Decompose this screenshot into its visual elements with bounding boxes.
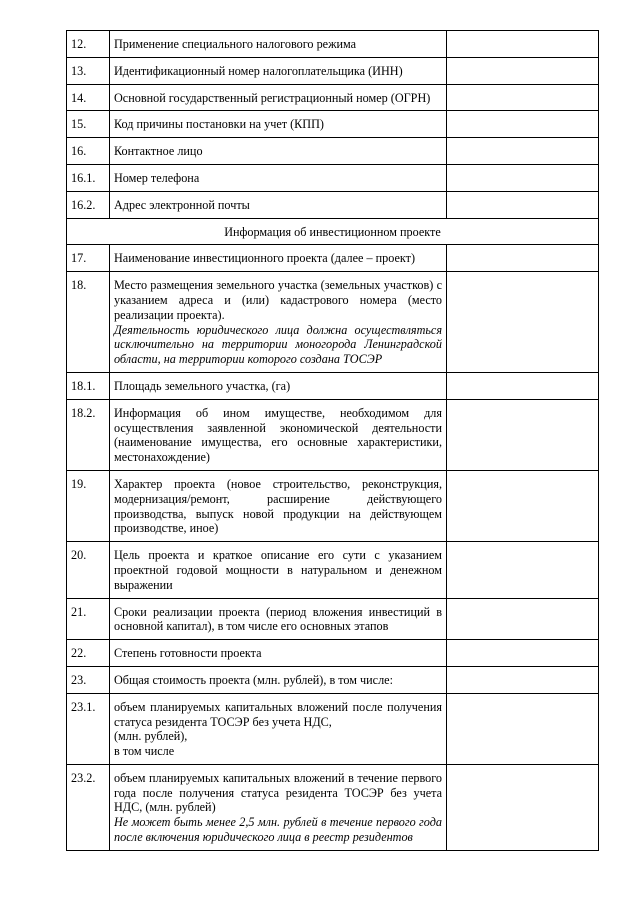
row-number: 16.1. (67, 164, 110, 191)
row-number: 23. (67, 666, 110, 693)
row-number: 17. (67, 245, 110, 272)
row-value-cell[interactable] (447, 372, 599, 399)
row-label: Применение специального налогового режима (110, 31, 447, 58)
row-value-cell[interactable] (447, 693, 599, 764)
table-row (67, 598, 599, 640)
table-row (67, 191, 599, 218)
row-label-cell (110, 272, 447, 373)
table-row (67, 138, 599, 165)
table-row (67, 542, 599, 598)
form-page (66, 30, 598, 851)
row-value-cell[interactable] (447, 764, 599, 850)
table-row (67, 245, 599, 272)
row-label: Контактное лицо (110, 138, 447, 165)
row-label: объем планируемых капитальных вложений в течение первого года после получения статуса резидента ТОСЭР без учета НДС, (млн. рублей) (114, 770, 442, 815)
table-row (67, 164, 599, 191)
table-row (67, 470, 599, 541)
row-label-line: в том числе (114, 744, 175, 759)
row-number: 15. (67, 111, 110, 138)
row-label-cell (110, 764, 447, 850)
row-label: Сроки реализации проекта (период вложения инвестиций в основной капитал), в том числе его основных этапов (110, 598, 447, 640)
row-number: 16. (67, 138, 110, 165)
row-value-cell[interactable] (447, 598, 599, 640)
row-value-cell[interactable] (447, 111, 599, 138)
row-value-cell[interactable] (447, 191, 599, 218)
application-form-table (66, 30, 599, 851)
row-value-cell[interactable] (447, 138, 599, 165)
row-label: Наименование инвестиционного проекта (далее – проект) (110, 245, 447, 272)
table-row (67, 111, 599, 138)
row-number: 21. (67, 598, 110, 640)
row-note: Деятельность юридического лица должна осуществляться исключительно на территории моногорода Ленинградской области, на территории которого создана ТОСЭР (114, 322, 442, 367)
section-row (67, 218, 599, 245)
row-value-cell[interactable] (447, 470, 599, 541)
row-note: Не может быть менее 2,5 млн. рублей в течение первого года после включения юридического лица в реестр резидентов (114, 815, 442, 845)
row-label: Место размещения земельного участка (земельных участков) с указанием адреса и (или) кадастрового номера (место реализации проекта). (114, 278, 442, 322)
row-label-cell (110, 693, 447, 764)
row-value-cell[interactable] (447, 31, 599, 58)
section-title: Информация об инвестиционном проекте (67, 218, 599, 245)
row-value-cell[interactable] (447, 245, 599, 272)
row-value-cell[interactable] (447, 666, 599, 693)
table-row (67, 666, 599, 693)
row-number: 23.1. (67, 693, 110, 764)
row-number: 18.1. (67, 372, 110, 399)
row-number: 13. (67, 57, 110, 84)
row-label: Код причины постановки на учет (КПП) (110, 111, 447, 138)
table-row (67, 399, 599, 470)
table-row (67, 31, 599, 58)
table-row (67, 57, 599, 84)
table-row (67, 693, 599, 764)
row-number: 12. (67, 31, 110, 58)
row-label: Цель проекта и краткое описание его сути с указанием проектной годовой мощности в натуральном и денежном выражении (110, 542, 447, 598)
row-label: Идентификационный номер налогоплательщика (ИНН) (110, 57, 447, 84)
row-number: 23.2. (67, 764, 110, 850)
table-row (67, 640, 599, 667)
row-number: 14. (67, 84, 110, 111)
table-row (67, 272, 599, 373)
row-label: Номер телефона (110, 164, 447, 191)
row-number: 19. (67, 470, 110, 541)
row-label: Информация об ином имуществе, необходимом для осуществления заявленной экономической деятельности (наименование имущества, его основные характеристики, местонахождение) (110, 399, 447, 470)
row-value-cell[interactable] (447, 399, 599, 470)
row-label: Основной государственный регистрационный номер (ОГРН) (110, 84, 447, 111)
row-value-cell[interactable] (447, 84, 599, 111)
row-number: 20. (67, 542, 110, 598)
row-value-cell[interactable] (447, 164, 599, 191)
row-number: 22. (67, 640, 110, 667)
row-value-cell[interactable] (447, 272, 599, 373)
table-row (67, 764, 599, 850)
row-value-cell[interactable] (447, 57, 599, 84)
row-number: 18. (67, 272, 110, 373)
table-row (67, 84, 599, 111)
row-number: 18.2. (67, 399, 110, 470)
table-row (67, 372, 599, 399)
row-label-line: (млн. рублей), (114, 729, 188, 744)
row-label: Степень готовности проекта (110, 640, 447, 667)
row-label: объем планируемых капитальных вложений после получения статуса резидента ТОСЭР без учета НДС, (114, 699, 442, 729)
row-label: Адрес электронной почты (110, 191, 447, 218)
row-label: Площадь земельного участка, (га) (110, 372, 447, 399)
row-value-cell[interactable] (447, 640, 599, 667)
row-label: Общая стоимость проекта (млн. рублей), в том числе: (110, 666, 447, 693)
row-number: 16.2. (67, 191, 110, 218)
row-value-cell[interactable] (447, 542, 599, 598)
row-label: Характер проекта (новое строительство, реконструкция, модернизация/ремонт, расширение действующего производства, выпуск новой продукции на действующем производстве, иное) (110, 470, 447, 541)
